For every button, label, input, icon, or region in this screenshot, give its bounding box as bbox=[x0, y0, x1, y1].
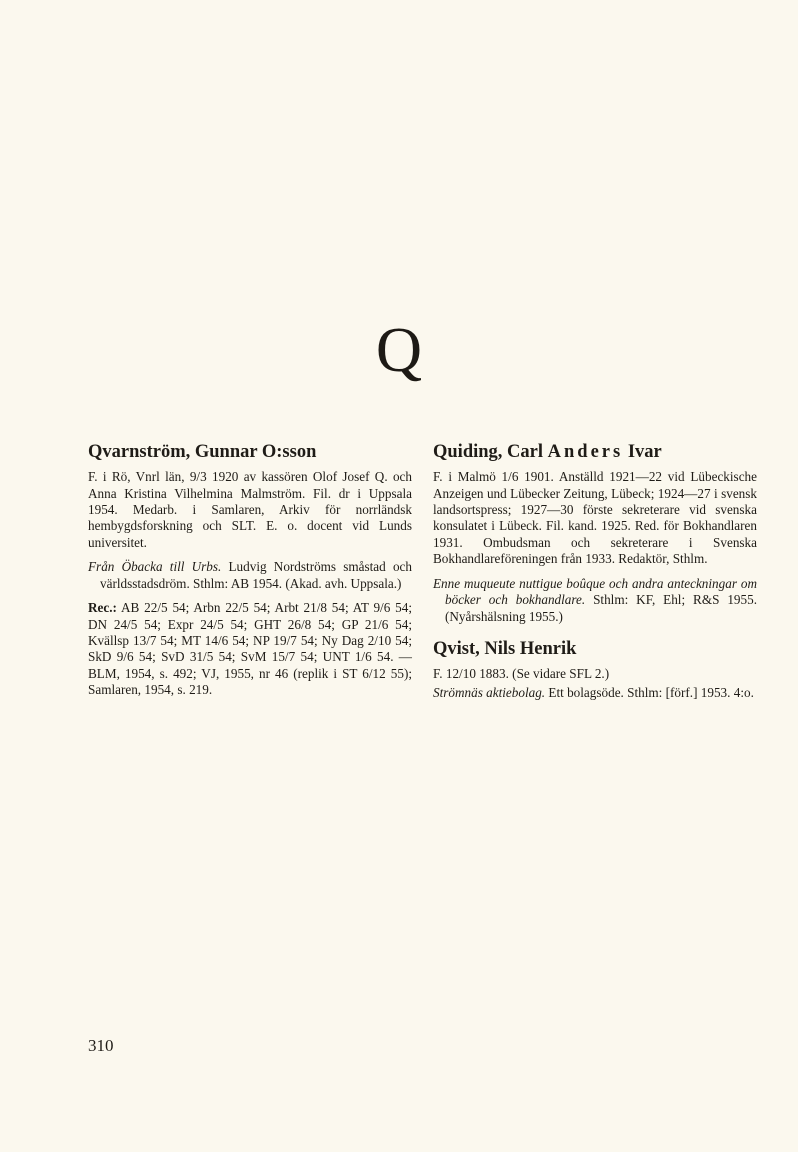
work-title: Enne muqueute nuttigue boûque och andra anteckningar om böcker och bokhandlare. bbox=[433, 575, 757, 608]
reviews-label: Rec.: bbox=[88, 600, 117, 616]
work-details: Sthlm: KF, Ehl; R&S 1955. (Nyårshälsning 1955.) bbox=[445, 592, 757, 624]
entry-qvist bbox=[433, 639, 757, 701]
page-number: 310 bbox=[88, 1036, 114, 1055]
entry-quiding bbox=[433, 442, 757, 625]
entry-work bbox=[88, 559, 412, 592]
entry-name: Qvarnström, Gunnar O:sson bbox=[88, 442, 317, 462]
entry-name: Qvist, Nils Henrik bbox=[433, 638, 577, 659]
entry-work bbox=[433, 576, 757, 625]
work-details: Ludvig Nordströms småstad och världsstadsdröm. Sthlm: AB 1954. (Akad. avh. Uppsala.) bbox=[100, 559, 412, 591]
left-column bbox=[88, 442, 412, 699]
entry-qvarnstrom bbox=[88, 442, 412, 699]
work-title: Strömnäs aktiebolag. bbox=[433, 684, 546, 700]
name-spaced: Anders bbox=[547, 442, 624, 462]
work-title: Från Öbacka till Urbs. bbox=[88, 559, 222, 575]
reviews-text: AB 22/5 54; Arbn 22/5 54; Arbt 21/8 54; AT 9/6 54; DN 24/5 54; Expr 24/5 54; GHT 26/8 54; GP 21/6 54; Kvällsp 13/7 54; MT 14/6 54; NP 19/7 54; Ny Dag 2/10 54; SkD 9/6 54; SvD 31/5 54; SvM 15/7 54; UNT 1/6 54. — BLM, 1954, s. 492; VJ, 1955, nr 46 (replik i ST 6/12 55); Samlaren, 1954, s. 219. bbox=[88, 600, 412, 698]
work-details: Ett bolagsöde. Sthlm: [förf.] 1953. 4:o. bbox=[545, 684, 754, 700]
entry-name bbox=[433, 442, 757, 463]
entry-reviews bbox=[88, 600, 412, 698]
name-prefix: Quiding, Carl bbox=[433, 442, 548, 462]
entry-work bbox=[433, 685, 757, 701]
entry-bio: F. i Malmö 1/6 1901. Anställd 1921—22 vid Lübeckische Anzeigen und Lübecker Zeitung, Lübeck; 1924—27 i svensk landsortspress; 1927—30 förste sekreterare vid svenska konsulatet i Lübeck. Fil. kand. 1925. Red. för Bokhandlaren 1931. Ombudsman och sekreterare i Svenska Bokhandlareföreningen från 1933. Redaktör, Sthlm. bbox=[433, 469, 757, 567]
name-suffix: Ivar bbox=[623, 442, 662, 462]
entry-bio: F. i Rö, Vnrl län, 9/3 1920 av kassören Olof Josef Q. och Anna Kristina Vilhelmina Malmström. Fil. dr i Uppsala 1954. Medarb. i Samlaren, Arkiv för norrländsk hembygdsforskning och SLT. E. o. docent vid Lunds universitet. bbox=[88, 469, 412, 550]
entry-bio: F. 12/10 1883. (Se vidare SFL 2.) bbox=[433, 666, 610, 682]
right-column bbox=[433, 442, 757, 709]
section-letter: Q bbox=[375, 314, 423, 385]
